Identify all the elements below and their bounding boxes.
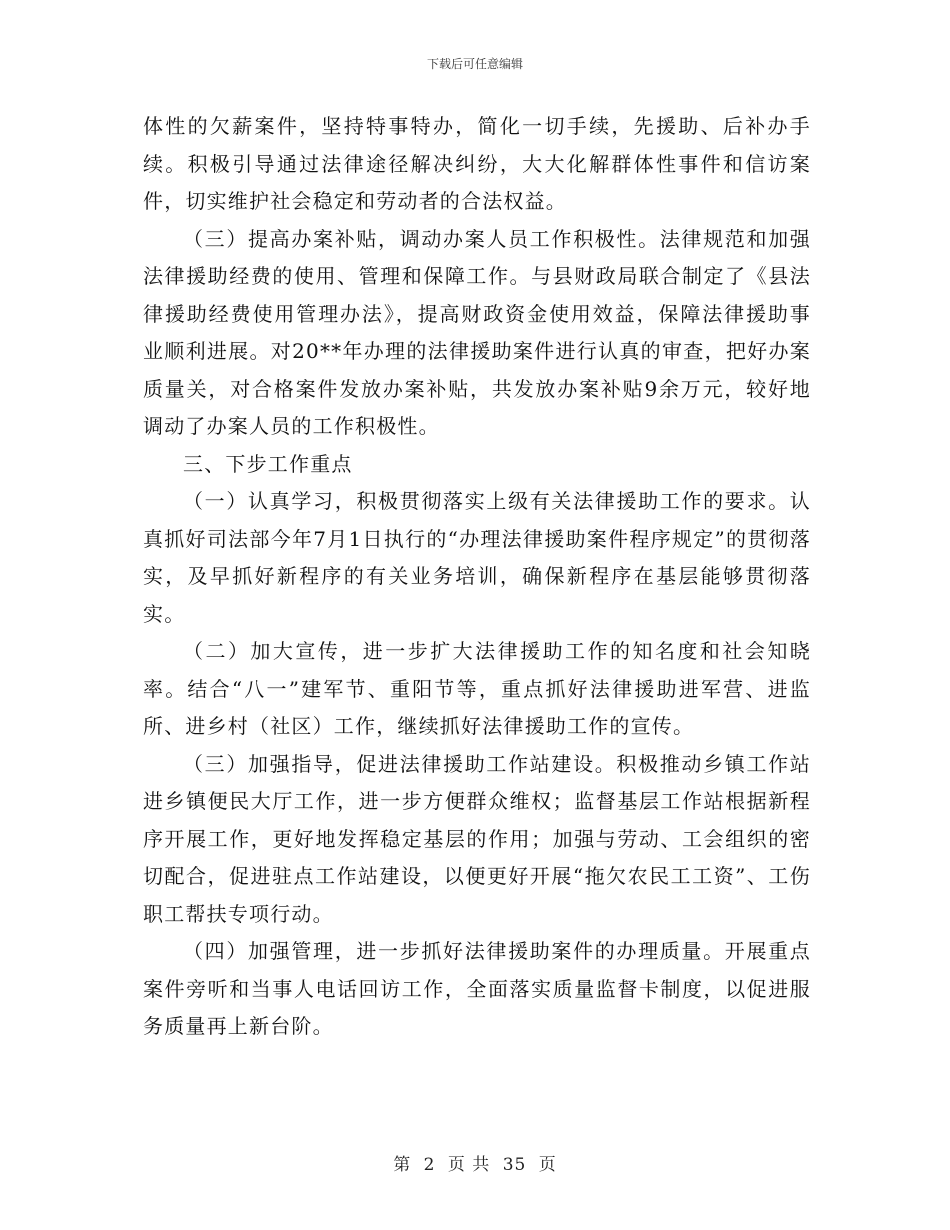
paragraph-item-two: （二）加大宣传，进一步扩大法律援助工作的知名度和社会知晓率。结合“八一”建军节、重阳节等，重点抓好法律援助进军营、进监所、进乡村（社区）工作，继续抓好法律援助工作的宣传。: [143, 639, 811, 738]
paragraph-item-four: （四）加强管理，进一步抓好法律援助案件的办理质量。开展重点案件旁听和当事人电话回访工作，全面落实质量监督卡制度，以促进服务质量再上新台阶。: [143, 939, 811, 1038]
page-number-total: 35: [502, 1155, 527, 1175]
page-number-current: 2: [423, 1155, 436, 1175]
page-footer: [0, 1150, 950, 1175]
page-label-prefix: 第: [393, 1155, 412, 1175]
section-heading-next-steps: 三、下步工作重点: [183, 451, 353, 476]
page-label-suffix: 页: [538, 1155, 557, 1175]
paragraph-item-three: （三）加强指导，促进法律援助工作站建设。积极推动乡镇工作站进乡镇便民大厅工作，进一步方便群众维权；监督基层工作站根据新程序开展工作，更好地发挥稳定基层的作用；加强与劳动、工会组织的密切配合，促进驻点工作站建设，以便更好开展“拖欠农民工工资”、工伤职工帮扶专项行动。: [143, 751, 811, 926]
paragraph-section-three-subsidy: （三）提高办案补贴，调动办案人员工作积极性。法律规范和加强法律援助经费的使用、管理和保障工作。与县财政局联合制定了《县法律援助经费使用管理办法》，提高财政资金使用效益，保障法律援助事业顺利进展。对20**年办理的法律援助案件进行认真的审查，把好办案质量关，对合格案件发放办案补贴，共发放办案补贴9余万元，较好地调动了办案人员的工作积极性。: [143, 226, 811, 438]
paragraph-continuation: 体性的欠薪案件，坚持特事特办，简化一切手续，先援助、后补办手续。积极引导通过法律途径解决纠纷，大大化解群体性事件和信访案件，切实维护社会稳定和劳动者的合法权益。: [143, 114, 811, 213]
document-body: [143, 108, 811, 1046]
paragraph-item-one: （一）认真学习，积极贯彻落实上级有关法律援助工作的要求。认真抓好司法部今年7月1日执行的“办理法律援助案件程序规定”的贯彻落实，及早抓好新程序的有关业务培训，确保新程序在基层能够贯彻落实。: [143, 489, 811, 626]
page-label-middle: 页 共: [447, 1155, 491, 1175]
page-header: 下载后可任意编辑: [426, 57, 523, 71]
